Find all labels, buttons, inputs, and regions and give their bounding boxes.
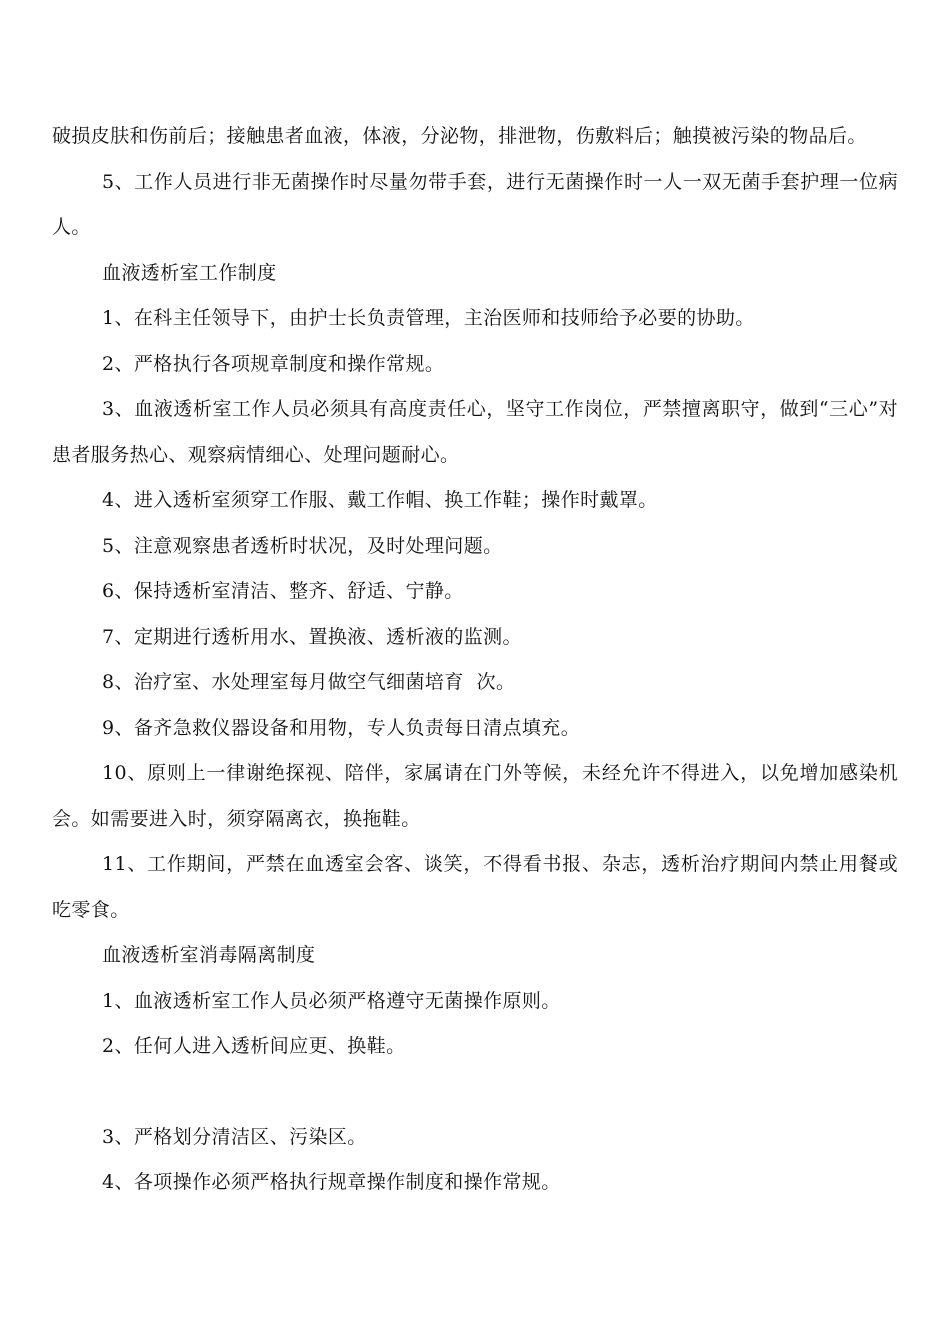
disinfection-item-3: 3、严格划分清洁区、污染区。 xyxy=(102,1125,367,1148)
rule-item-7: 7、定期进行透析用水、置换液、透析液的监测。 xyxy=(102,625,522,648)
disinfection-item-4: 4、各项操作必须严格执行规章操作制度和操作常规。 xyxy=(102,1171,561,1193)
rule-item-5: 5、注意观察患者透析时状况，及时处理问题。 xyxy=(102,534,503,557)
paragraph-gloves-rule: 5、工作人员进行非无菌操作时尽量勿带手套，进行无菌操作时一人一双无菌手套护理一位病人。 xyxy=(52,170,898,238)
rule-item-6: 6、保持透析室清洁、整齐、舒适、宁静。 xyxy=(102,580,464,602)
blank-gap xyxy=(52,1070,898,1115)
disinfection-item-2: 2、任何人进入透析间应更、换鞋。 xyxy=(102,1035,406,1057)
section-heading-work-rules: 血液透析室工作制度 xyxy=(102,261,277,284)
rule-item-10: 10、原则上一律谢绝探视、陪伴，家属请在门外等候，未经允许不得进入，以免增加感染机会。如需要进入时，须穿隔离衣，换拖鞋。 xyxy=(52,762,898,830)
section-heading-disinfection-rules: 血液透析室消毒隔离制度 xyxy=(102,944,316,966)
rule-item-4: 4、进入透析室须穿工作服、戴工作帽、换工作鞋；操作时戴罩。 xyxy=(102,489,658,511)
rule-item-3: 3、血液透析室工作人员必须具有高度责任心，坚守工作岗位，严禁擅离职守，做到“三心”对患者服务热心、观察病情细心、处理问题耐心。 xyxy=(52,398,898,466)
rule-item-8: 8、治疗室、水处理室每月做空气细菌培育 次。 xyxy=(102,671,516,693)
disinfection-item-1: 1、血液透析室工作人员必须严格遵守无菌操作原则。 xyxy=(102,989,561,1012)
rule-item-1: 1、在科主任领导下，由护士长负责管理，主治医师和技师给予必要的协助。 xyxy=(102,307,755,329)
rule-item-11: 11、工作期间，严禁在血透室会客、谈笑，不得看书报、杂志，透析治疗期间内禁止用餐或吃零食。 xyxy=(52,853,898,921)
document-body xyxy=(52,114,898,1206)
rule-item-2: 2、严格执行各项规章制度和操作常规。 xyxy=(102,352,445,375)
rule-item-9: 9、备齐急救仪器设备和用物，专人负责每日清点填充。 xyxy=(102,716,581,739)
paragraph-hand-hygiene-continued: 破损皮肤和伤前后；接触患者血液，体液，分泌物，排泄物，伤敷料后；触摸被污染的物品后。 xyxy=(52,125,867,147)
